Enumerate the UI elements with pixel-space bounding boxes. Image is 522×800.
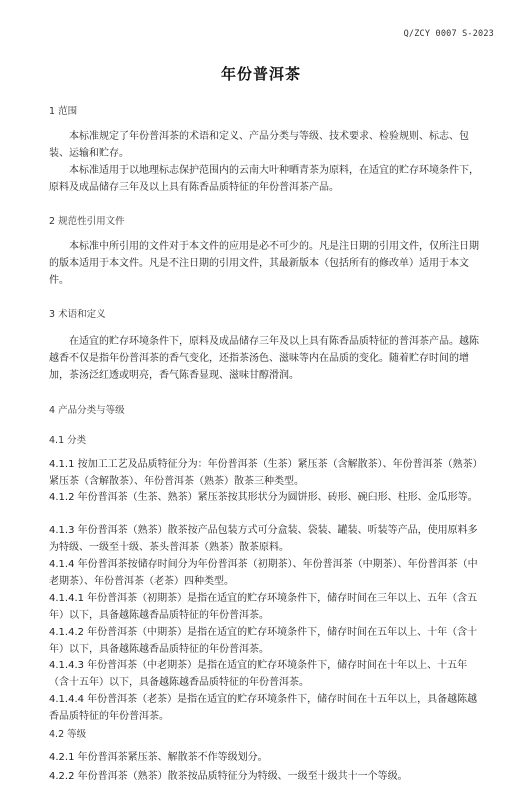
section-1-paragraph-2: 本标准适用于以地理标志保护范围内的云南大叶种晒青茶为原料，在适宜的贮存环境条件下，原料及成品储存三年及以上具有陈香品质特征的年份普洱茶产品。 <box>49 165 479 193</box>
section-2-paragraph-1: 本标准中所引用的文件对于本文件的应用是必不可少的。凡是注日期的引用文件，仅所注日期的版本适用于本文件。凡是不注日期的引用文件，其最新版本（包括所有的修改单）适用于本文件。 <box>49 241 479 286</box>
section-1-heading: 1 范围 <box>49 106 78 117</box>
clause-4-1-3: 4.1.3 年份普洱茶（熟茶）散茶按产品包装方式可分盒装、袋装、罐装、听装等产品，使用原料多为特级、一级至十级、茶头普洱茶（熟茶）散茶原料。 <box>49 525 478 553</box>
clause-4-1-4-1: 4.1.4.1 年份普洱茶（初期茶）是指在适宜的贮存环境条件下，储存时间在三年以上、五年（含五年）以下，具备越陈越香品质特征的年份普洱茶。 <box>49 593 478 621</box>
section-3-heading: 3 术语和定义 <box>49 309 106 320</box>
clause-4-1-4-3: 4.1.4.3 年份普洱茶（中老期茶）是指在适宜的贮存环境条件下，储存时间在十年以上、十五年（含十五年）以下，具备越陈越香品质特征的年份普洱茶。 <box>49 660 468 688</box>
clause-4-1-4: 4.1.4 年份普洱茶按储存时间分为年份普洱茶（初期茶）、年份普洱茶（中期茶）、年份普洱茶（中老期茶）、年份普洱茶（老茶）四种类型。 <box>49 559 478 587</box>
section-2-heading: 2 规范性引用文件 <box>49 216 125 227</box>
clause-4-1-4-4: 4.1.4.4 年份普洱茶（老茶）是指在适宜的贮存环境条件下，储存时间在十五年以上，具备越陈越香品质特征的年份普洱茶。 <box>49 694 478 722</box>
section-4-2-heading: 4.2 等级 <box>49 729 87 740</box>
document-title: 年份普洱茶 <box>220 65 301 83</box>
section-4-1-heading: 4.1 分类 <box>49 435 87 446</box>
clause-4-1-2: 4.1.2 年份普洱茶（生茶、熟茶）紧压茶按其形状分为圆饼形、砖形、碗臼形、柱形、金瓜形等。 <box>49 492 478 503</box>
clause-4-2-1: 4.2.1 年份普洱茶紧压茶、解散茶不作等级划分。 <box>49 752 268 763</box>
clause-4-2-2: 4.2.2 年份普洱茶（熟茶）散茶按品质特征分为特级、一级至十级共十一个等级。 <box>49 771 408 782</box>
section-4-heading: 4 产品分类与等级 <box>49 405 125 416</box>
section-1-paragraph-1: 本标准规定了年份普洱茶的术语和定义、产品分类与等级、技术要求、检验规则、标志、包装、运输和贮存。 <box>49 131 469 159</box>
clause-4-1-1: 4.1.1 按加工工艺及品质特征分为：年份普洱茶（生茶）紧压茶（含解散茶）、年份普洱茶（熟茶）紧压茶（含解散茶）、年份普洱茶（熟茶）散茶三种类型。 <box>49 459 478 487</box>
clause-4-1-4-2: 4.1.4.2 年份普洱茶（中期茶）是指在适宜的贮存环境条件下，储存时间在五年以上、十年（含十年）以下，具备越陈越香品质特征的年份普洱茶。 <box>49 627 478 655</box>
document-code: Q/ZCY 0007 S-2023 <box>403 29 494 39</box>
section-3-paragraph-1: 在适宜的贮存环境条件下，原料及成品储存三年及以上具有陈香品质特征的普洱茶产品。越陈越香不仅是指年份普洱茶的香气变化，还指茶汤色、滋味等内在品质的变化。随着贮存时间的增加，茶汤泛红透或明亮，香气陈香显现、滋味甘醇滑润。 <box>49 336 479 381</box>
